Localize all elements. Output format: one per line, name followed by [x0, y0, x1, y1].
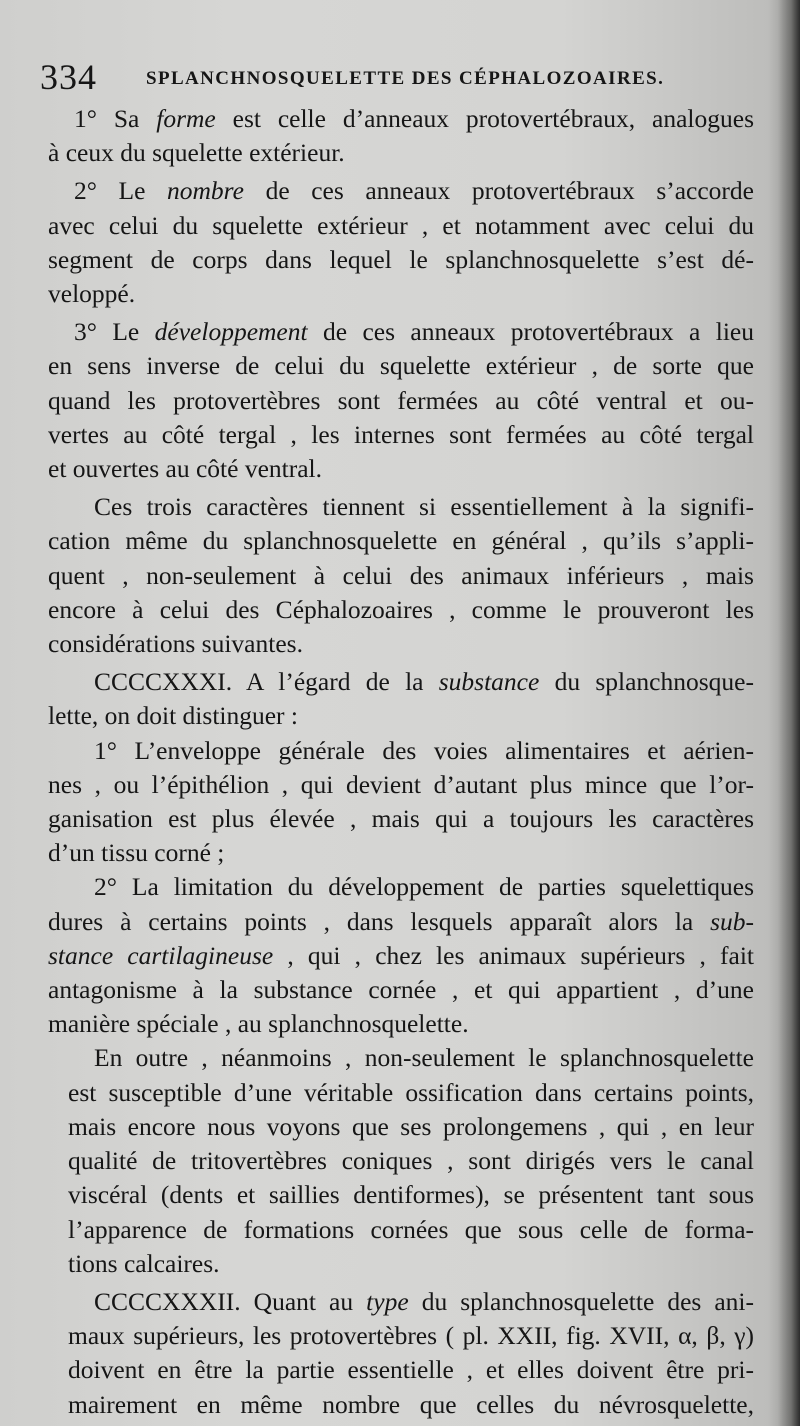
- text-line: En outre , néanmoins , non-seulement le splanchnosquelette: [94, 1043, 754, 1073]
- text-line: CCCCXXXII. Quant au type du splanchnosquelette des ani-: [94, 1286, 754, 1316]
- text-line: stance cartilagineuse , qui , chez les animaux supérieurs , fait: [48, 940, 754, 970]
- text-line: ganisation est plus élevée , mais qui a toujours les caractères: [48, 804, 754, 834]
- text-line: qualité de tritovertèbres coniques , sont dirigés vers le canal: [68, 1146, 754, 1176]
- text-line: tions calcaires.: [68, 1248, 220, 1278]
- text-line: en sens inverse de celui du squelette extérieur , de sorte que: [48, 351, 754, 381]
- text-line: quand les protovertèbres sont fermées au côté ventral et ou-: [48, 385, 754, 415]
- page-header: [40, 56, 760, 96]
- text-line: dures à certains points , dans lesquels apparaît alors la sub-: [48, 906, 754, 936]
- text-line: est susceptible d’une véritable ossification dans certains points,: [68, 1077, 754, 1107]
- page-number: 334: [40, 57, 97, 97]
- page-gutter-shadow: [778, 0, 800, 1426]
- text-line: considérations suivantes.: [48, 629, 303, 659]
- text-line: l’apparence de formations cornées que sous celle de forma-: [68, 1214, 754, 1244]
- text-line: doivent en être la partie essentielle , et elles doivent être pri-: [68, 1355, 754, 1385]
- text-line: lette, on doit distinguer :: [48, 701, 299, 731]
- text-line: antagonisme à la substance cornée , et qui appartient , d’une: [48, 975, 754, 1005]
- text-line: 3° Le développement de ces anneaux protovertébraux a lieu: [74, 317, 754, 347]
- text-line: encore à celui des Céphalozoaires , comme le prouveront les: [48, 594, 754, 624]
- running-title: SPLANCHNOSQUELETTE DES CÉPHALOZOAIRES.: [146, 68, 665, 89]
- text-line: veloppé.: [48, 279, 136, 309]
- text-line: mairement en même nombre que celles du névrosquelette,: [68, 1389, 754, 1419]
- text-line: 1° L’enveloppe générale des voies alimentaires et aérien-: [94, 735, 754, 765]
- text-line: et ouvertes au côté ventral.: [48, 454, 323, 484]
- text-line: manière spéciale , au splanchnosquelette.: [48, 1009, 469, 1039]
- text-line: mais encore nous voyons que ses prolongemens , qui , en leur: [68, 1111, 754, 1141]
- text-line: maux supérieurs, les protovertèbres ( pl. XXII, fig. XVII, α, β, γ): [68, 1321, 754, 1351]
- text-line: quent , non-seulement à celui des animaux inférieurs , mais: [48, 560, 754, 590]
- body-text: [48, 102, 754, 1422]
- text-line: vertes au côté tergal , les internes sont fermées au côté tergal: [48, 419, 754, 449]
- text-line: d’un tissu corné ;: [48, 838, 225, 868]
- text-line: Ces trois caractères tiennent si essentiellement à la signifi-: [94, 492, 754, 522]
- text-line: viscéral (dents et saillies dentiformes), se présentent tant sous: [68, 1180, 754, 1210]
- text-line: cation même du splanchnosquelette en général , qu’ils s’appli-: [48, 526, 754, 556]
- text-line: 2° Le nombre de ces anneaux protovertébraux s’accorde: [74, 176, 754, 206]
- text-line: nes , ou l’épithélion , qui devient d’autant plus mince que l’or-: [48, 769, 754, 799]
- text-line: CCCCXXXI. A l’égard de la substance du splanchnosque-: [94, 667, 754, 697]
- text-line: avec celui du squelette extérieur , et notamment avec celui du: [48, 210, 754, 240]
- text-line: 2° La limitation du développement de parties squelettiques: [94, 872, 754, 902]
- text-line: à ceux du squelette extérieur.: [48, 138, 345, 168]
- text-line: 1° Sa forme est celle d’anneaux protovertébraux, analogues: [74, 104, 754, 133]
- text-line: segment de corps dans lequel le splanchnosquelette s’est dé-: [48, 244, 754, 274]
